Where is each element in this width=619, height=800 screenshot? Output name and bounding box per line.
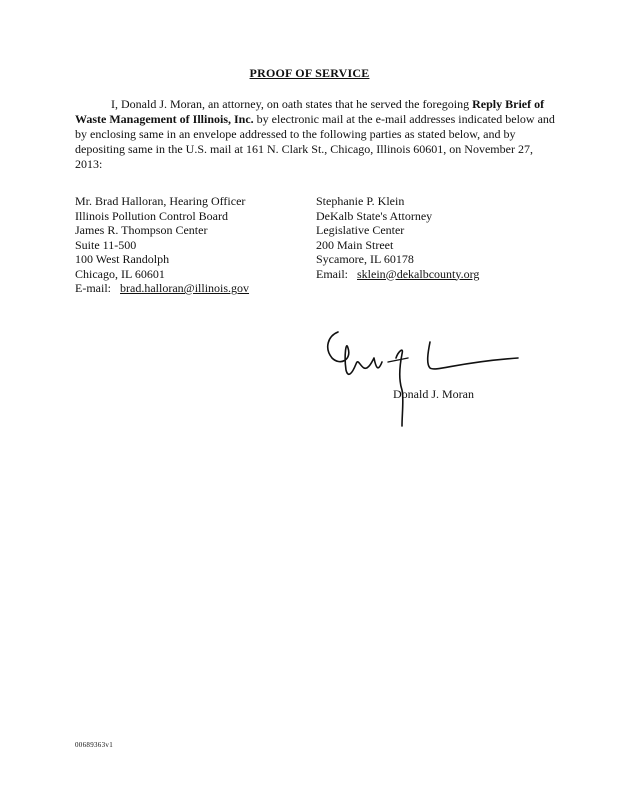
recipient-1-building: James R. Thompson Center xyxy=(75,223,208,237)
recipient-2-email-label: Email: xyxy=(316,266,348,281)
recipient-1-city: Chicago, IL 60601 xyxy=(75,266,165,281)
recipient-2-email-row xyxy=(316,267,479,282)
page-title: PROOF OF SERVICE xyxy=(249,66,370,80)
recipient-1-email-label: E-mail: xyxy=(75,281,111,295)
recipient-address-1 xyxy=(75,194,249,296)
recipient-1-street: 100 West Randolph xyxy=(75,252,170,266)
recipient-1-email-link[interactable]: brad.halloran@illinois.gov xyxy=(120,281,250,295)
recipient-2-title: DeKalb State's Attorney xyxy=(316,208,433,223)
recipient-1-organization: Illinois Pollution Control Board xyxy=(75,208,229,223)
document-id: 00689363v1 xyxy=(75,741,113,749)
recipient-address-2 xyxy=(316,194,479,281)
statement-details: by electronic mail at the e-mail addresses indicated below and by enclosing same in an envelope addressed to the following parties as stated below, and by depositing same in the U.S. mail at 161 N. Clark St., Chicago, Illinois 60601, on November 27, 2013: xyxy=(75,112,555,171)
recipient-2-building: Legislative Center xyxy=(316,223,405,237)
statement-intro: I, Donald J. Moran, an attorney, on oath states that he served the foregoing xyxy=(111,97,473,111)
recipient-2-street: 200 Main Street xyxy=(316,237,394,252)
signature-drawing xyxy=(318,318,528,428)
recipient-1-name: Mr. Brad Halloran, Hearing Officer xyxy=(75,194,246,208)
recipient-1-email-row xyxy=(75,281,249,296)
handwritten-signature xyxy=(318,318,528,428)
recipient-1-suite: Suite 11-500 xyxy=(75,237,137,252)
recipient-2-email-link[interactable]: sklein@dekalbcounty.org xyxy=(357,266,480,281)
service-statement xyxy=(75,97,555,172)
served-document-name: Reply Brief of Waste Management of Illinois, Inc. xyxy=(75,97,545,126)
signer-name: Donald J. Moran xyxy=(393,387,474,401)
recipient-2-name: Stephanie P. Klein xyxy=(316,194,405,208)
recipient-2-city: Sycamore, IL 60178 xyxy=(316,252,414,266)
